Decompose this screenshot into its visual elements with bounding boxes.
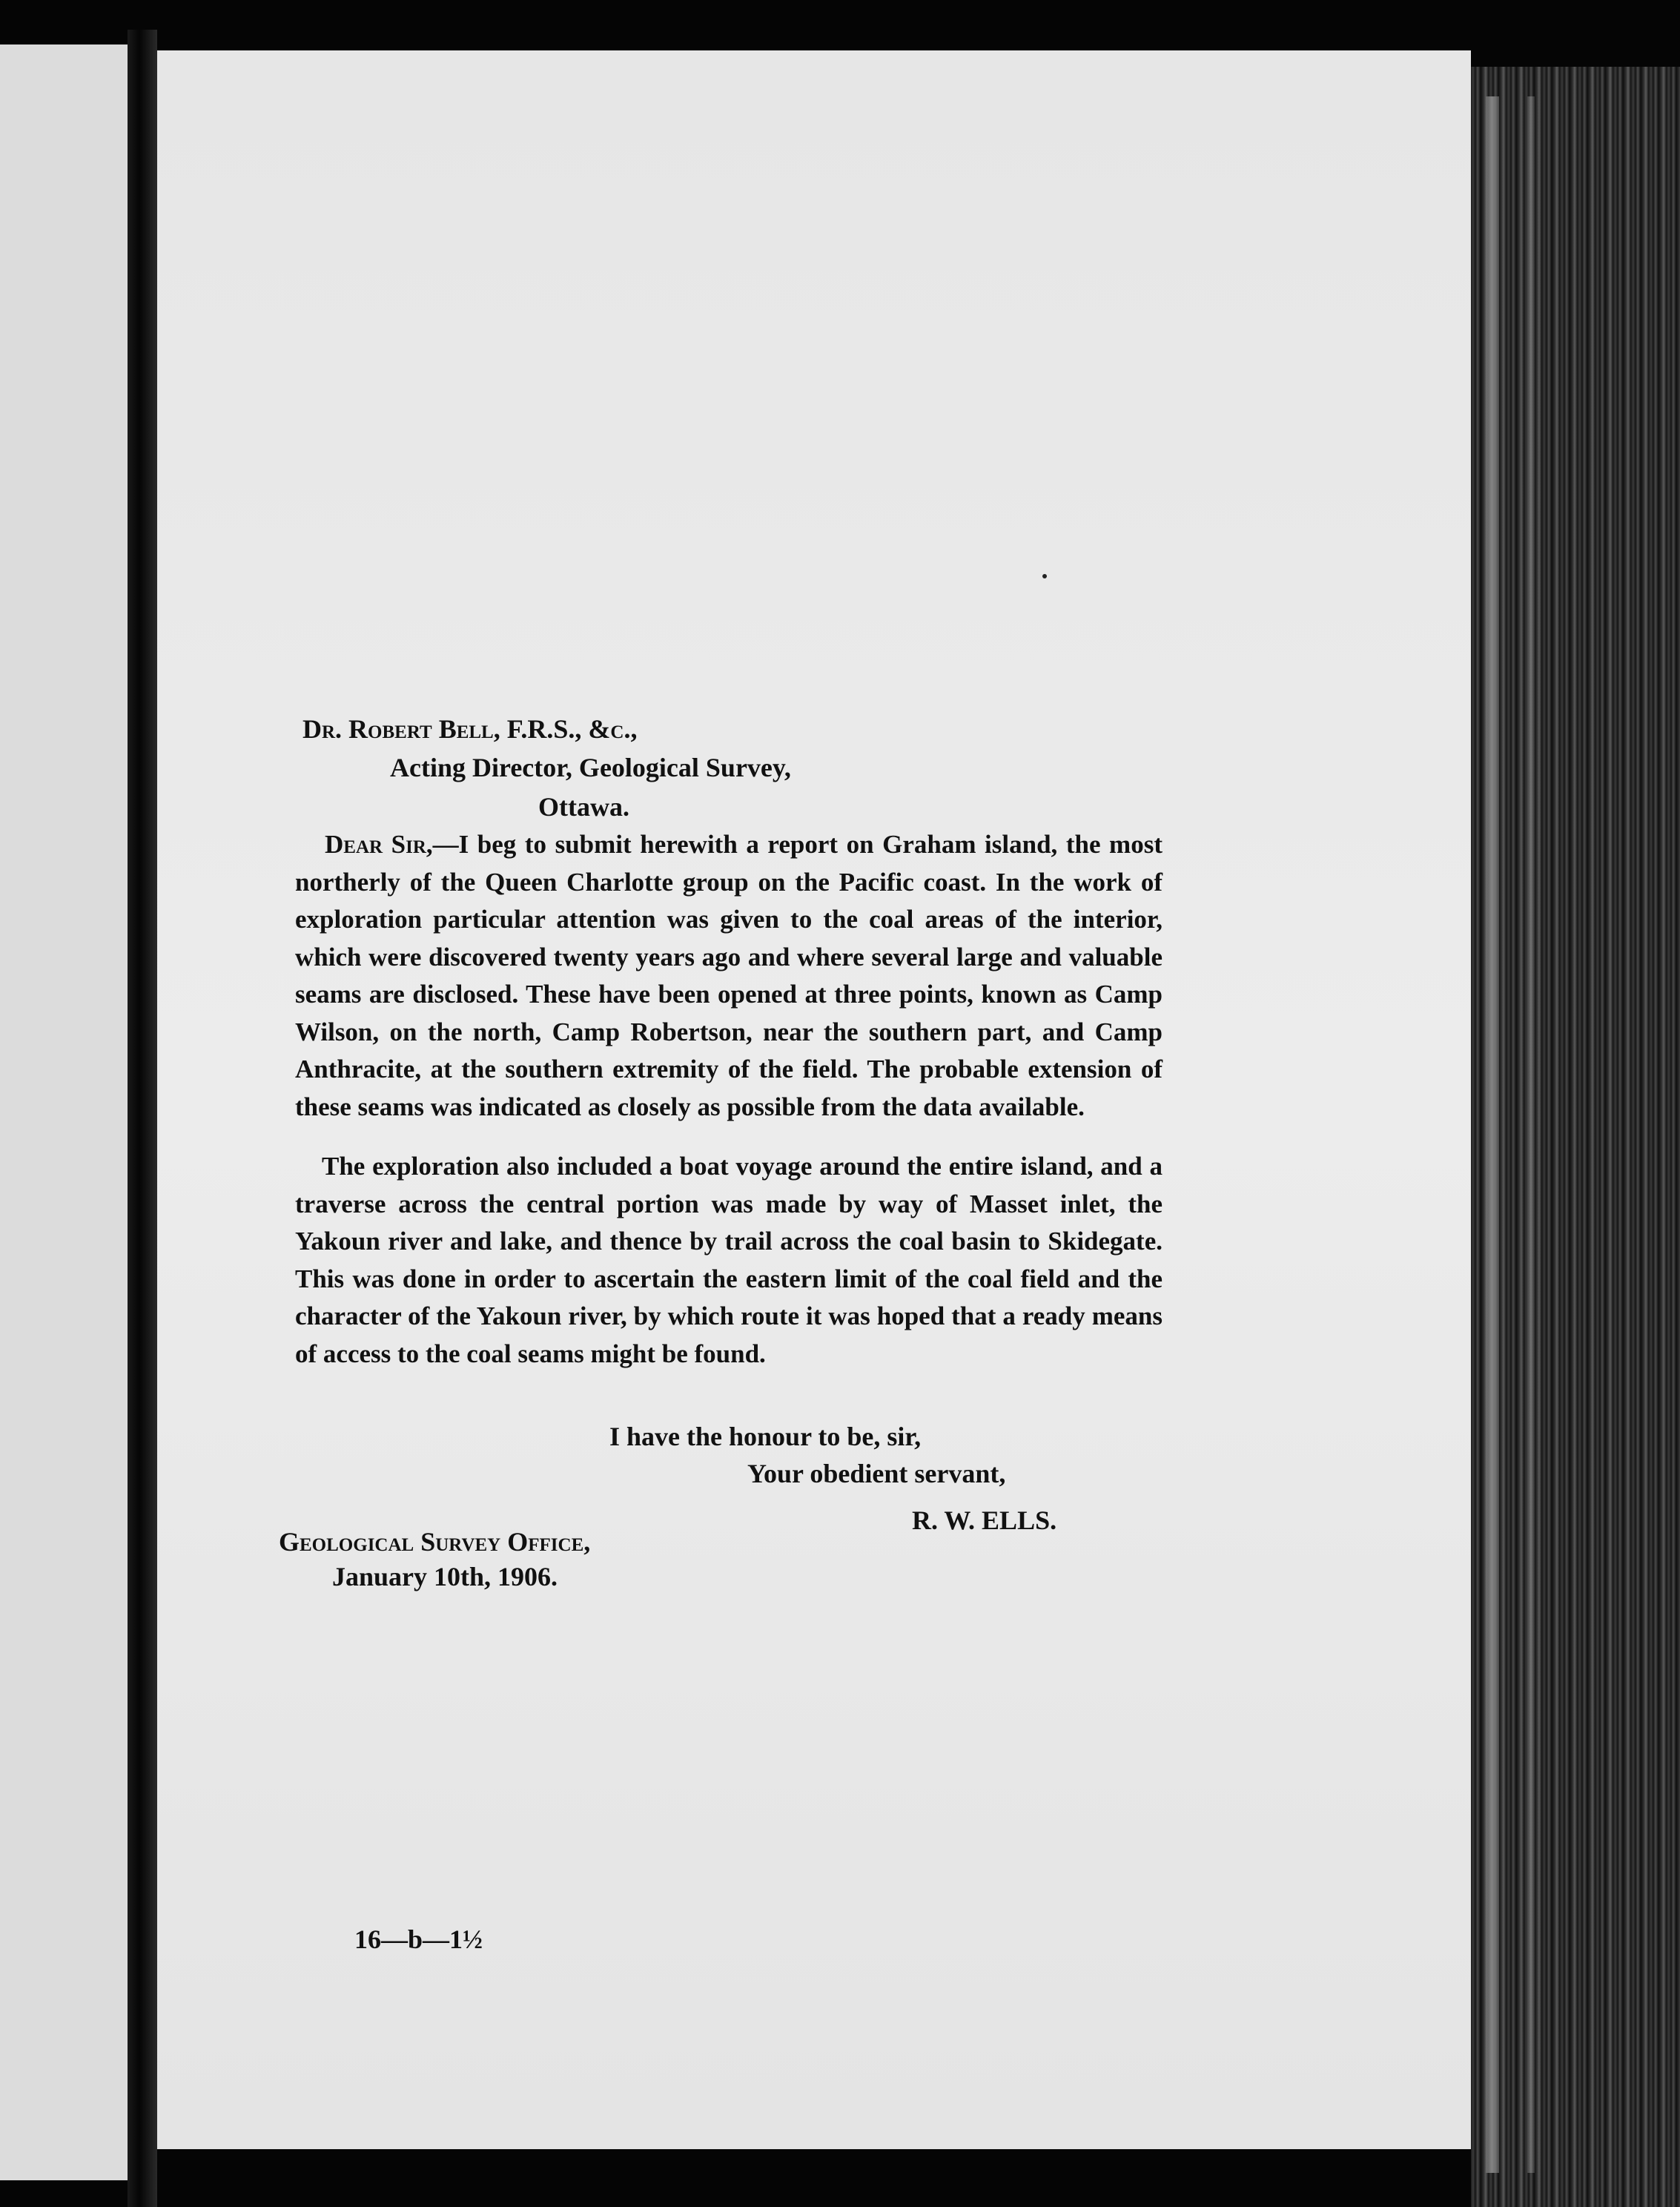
closing-line-1: I have the honour to be, sir,	[609, 1422, 922, 1451]
office-line: Geological Survey Office,	[279, 1527, 591, 1557]
page-edge-highlight	[1486, 96, 1499, 2173]
paragraph-1	[295, 826, 1163, 1126]
signature: R. W. ELLS.	[912, 1505, 1057, 1535]
book-gutter	[128, 30, 157, 2207]
signature-mark: 16—b—1½	[354, 1924, 483, 1954]
addressee-line-3: Ottawa.	[538, 792, 629, 822]
speck	[1042, 574, 1047, 578]
page-edge-highlight	[1527, 96, 1535, 2173]
addressee-line-1: Dr. Robert Bell, F.R.S., &c.,	[302, 714, 638, 744]
facing-page	[0, 44, 132, 2180]
date-line: January 10th, 1906.	[332, 1562, 558, 1591]
addressee-line-2: Acting Director, Geological Survey,	[390, 753, 791, 782]
salutation: Dear Sir,	[325, 830, 433, 859]
page-edges	[1471, 67, 1680, 2207]
paragraph-1-text: —I beg to submit herewith a report on Graham island, the most northerly of the Queen Charlotte group on the Pacific coast. In the work of exploration particular attention was given to the coal areas of the interior, which were discovered twenty years ago and where several large and valuable seams are disclosed. These have been opened at three points, known as Camp Wilson, on the north, Camp Robertson, near the southern part, and Camp Anthracite, at the southern extremity of the field. The probable extension of these seams was indicated as closely as possible from the data available.	[295, 830, 1163, 1121]
closing-line-2: Your obedient servant,	[747, 1459, 1006, 1488]
paragraph-2: The exploration also included a boat voyage around the entire island, and a traverse across the central portion was made by way of Masset inlet, the Yakoun river and lake, and thence by trail across the coal basin to Skidegate. This was done in order to ascertain the eastern limit of the coal field and the character of the Yakoun river, by which route it was hoped that a ready means of access to the coal seams might be found.	[295, 1152, 1163, 1368]
